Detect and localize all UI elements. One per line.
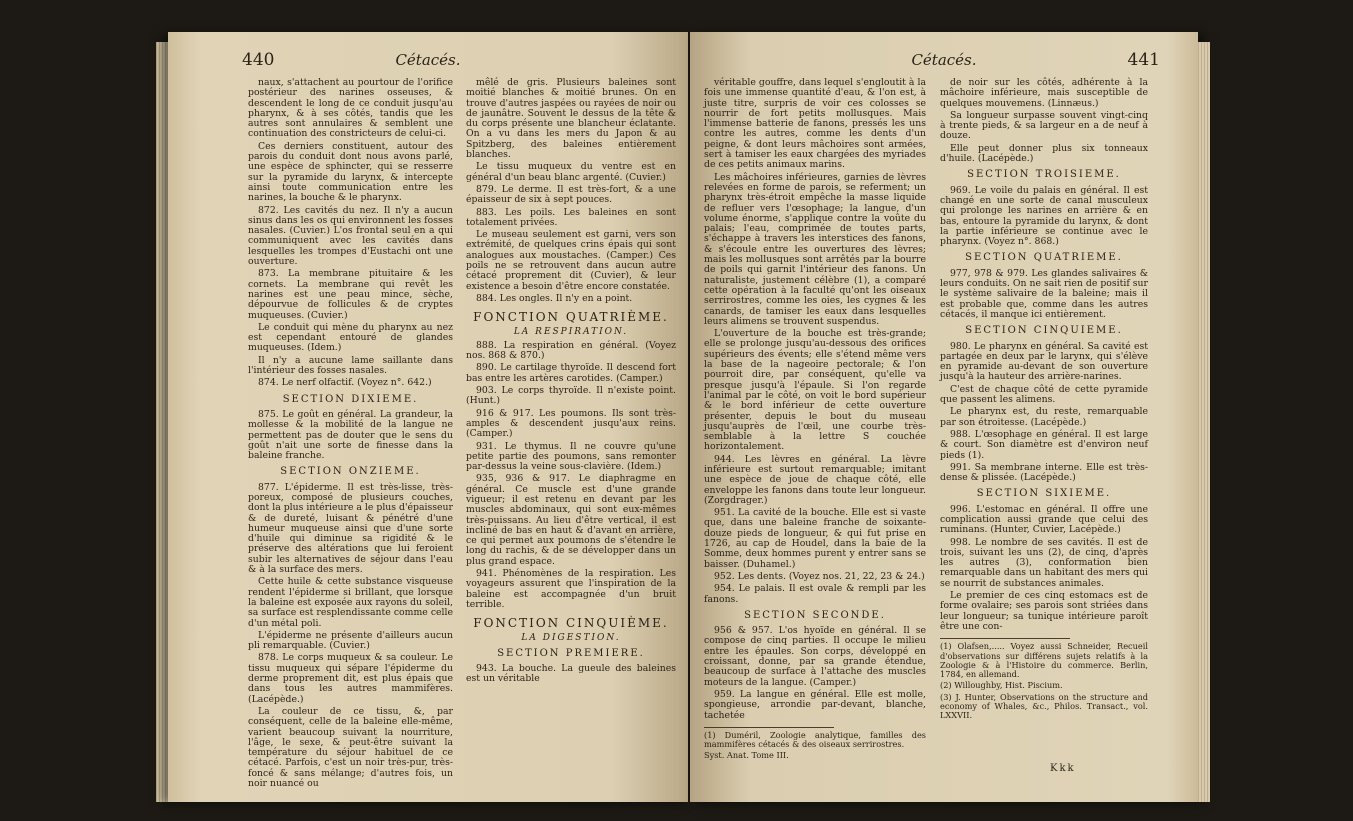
paragraph: 943. La bouche. La gueule des baleines est un véritable: [466, 663, 676, 685]
paragraph: Ces derniers constituent, autour des parois du conduit dont nous avons parlé, une espèce de sphincter, qui se resserre sur la pyramide du larynx, & intercepte ainsi toute communication entre les narines, la bouche & le pharynx.: [248, 140, 453, 204]
subheading: LA RESPIRATION.: [513, 326, 629, 337]
paragraph: 875. Le goût en général. La grandeur, la mollesse & la mobilité de la langue ne permettent pas de douter que le sens du goût n'ait une sorte de finesse dans la baleine franche.: [248, 408, 453, 462]
paragraph: 879. Le derme. Il est très-fort, & a une épaisseur de six à sept pouces.: [466, 183, 676, 206]
right-page-number: 441: [1127, 50, 1160, 70]
footnote: (1) Duméril, Zoologie analytique, familles des mammifères cétacés & des oiseaux serrirostres.: [704, 729, 926, 750]
paragraph: 998. Le nombre de ses cavités. Il est de trois, suivant les uns (2), de cinq, d'après les autres (3), conformation bien remarquable dans un habitant des mers qui se nourrit de substances animales.: [940, 536, 1148, 589]
section-heading: SECTION TROISIEME.: [967, 169, 1121, 181]
function-heading: FONCTION CINQUIÈME.: [473, 616, 669, 631]
paragraph: L'épiderme ne présente d'ailleurs aucun pli remarquable. (Cuvier.): [248, 629, 453, 652]
subheading: LA DIGESTION.: [521, 632, 621, 643]
paragraph: 916 & 917. Les poumons. Ils sont très-amples & descendent jusqu'aux reins. (Camper.): [466, 407, 676, 440]
function-heading: FONCTION QUATRIÈME.: [473, 310, 669, 325]
right-page-header: [690, 50, 1198, 74]
paragraph: 878. Le corps muqueux & sa couleur. Le tissu muqueux qui sépare l'épiderme du derme proprement dit, est plus épais que dans tous les autres mammifères. (Lacépède.): [248, 652, 453, 705]
right-page: [690, 32, 1198, 802]
paragraph: Le premier de ces cinq estomacs est de forme ovalaire; ses parois sont striées dans leur longueur; sa tunique intérieure paroît être une con-: [940, 590, 1148, 632]
open-book: [168, 32, 1198, 817]
paragraph: 888. La respiration en général. (Voyez nos. 868 & 870.): [466, 339, 676, 362]
left-page-number: 440: [242, 50, 275, 70]
paragraph: 872. Les cavités du nez. Il n'y a aucun sinus dans les os qui environnent les fosses nasales. (Cuvier.) L'os frontal seul en a qui communiquent avec les cavités dans lesquelles les trompes d'Eustachi ont une ouverture.: [248, 204, 454, 268]
section-heading: SECTION DIXIEME.: [282, 393, 419, 405]
footnote: (2) Willoughby, Hist. Piscium.: [940, 680, 1063, 691]
paragraph: 996. L'estomac en général. Il offre une complication aussi grande que celui des ruminans. (Hunter, Cuvier, Lacépède.): [940, 503, 1148, 536]
paragraph: de noir sur les côtés, adhérente à la mâchoire inférieure, mais susceptible de quelques mouvemens. (Linnæus.): [940, 77, 1148, 109]
paragraph: 969. Le voile du palais en général. Il est changé en une sorte de canal musculeux qui prolonge les narines en arrière & en bas, entoure la pyramide du larynx, & dont la partie inférieure se continue avec le pharynx. (Voyez n°. 868.): [940, 184, 1148, 248]
paragraph: Sa longueur surpasse souvent vingt-cinq à trente pieds, & sa largeur en a de neuf à douze.: [940, 109, 1148, 142]
paragraph: Le conduit qui mène du pharynx au nez est cependant entouré de glandes muqueuses. (Idem.): [248, 321, 453, 354]
paragraph: 954. Le palais. Il est ovale & rempli par les fanons.: [704, 583, 926, 605]
section-heading: SECTION PREMIERE.: [497, 647, 645, 659]
paragraph: 991. Sa membrane interne. Elle est très-dense & plissée. (Lacépède.): [940, 461, 1148, 484]
paragraph: 935, 936 & 917. Le diaphragme en général. Ce muscle est d'une grande vigueur; il est retenu en devant par les muscles abdominaux, qui sont eux-mêmes très-puissans. Au lieu d'être vertical, il est incliné de bas en haut & d'avant en arrière, ce qui permet aux poumons de s'étendre le long du rachis, & de se développer dans un plus grand espace.: [466, 473, 676, 567]
section-heading: SECTION QUATRIEME.: [965, 252, 1123, 264]
paragraph: C'est de chaque côté de cette pyramide que passent les alimens.: [940, 383, 1148, 406]
paragraph: La couleur de ce tissu, &, par conséquent, celle de la baleine elle-même, varient beaucoup suivant la nourriture, l'âge, le sexe, & peut-être suivant la température du séjour habituel de ce cétacé. Parfois, c'est un noir très-pur, très-foncé & sans mélange; d'autres fois, un noir nuancé ou: [248, 705, 453, 789]
footnote-rule: [940, 638, 1070, 639]
paragraph: 884. Les ongles. Il n'y en a point.: [476, 292, 633, 304]
paragraph: Cette huile & cette substance visqueuse rendent l'épiderme si brillant, que lorsque la baleine est exposée aux rayons du soleil, sa surface est resplendissante comme celle d'un métal poli.: [248, 576, 453, 629]
paragraph: mêlé de gris. Plusieurs baleines sont moitié blanches & moitié brunes. On en trouve d'autres jaspées ou rayées de noir ou de jaunâtre. Souvent le dessus de la tête & du corps présente une blancheur éclatante. On a vu dans les mers du Japon & au Spitzberg, des baleines entièrement blanches.: [466, 77, 676, 161]
section-heading: SECTION SIXIEME.: [976, 488, 1112, 500]
section-heading: SECTION SECONDE.: [744, 609, 886, 621]
left-page-header: [168, 50, 688, 74]
left-column-1: [248, 78, 453, 791]
paragraph: Le tissu muqueux du ventre est en général d'un beau blanc argenté. (Cuvier.): [466, 161, 676, 183]
footnote: (1) Olafsen,..... Voyez aussi Schneider, Recueil d'observations sur différens sujets relatifs à la Zoologie & à l'Histoire du commerce. Berlin, 1784, en allemand.: [940, 641, 1148, 680]
signature-mark: Kkk: [1050, 763, 1076, 774]
right-running-head: Cétacés.: [911, 51, 977, 69]
paragraph: Le museau seulement est garni, vers son extrémité, de quelques crins épais qui sont analogues aux moustaches. (Camper.) Ces poils ne se retrouvent dans aucun autre cétacé proprement dit (Cuvier), & leur existence a besoin d'être encore constatée.: [466, 229, 676, 292]
paragraph: 877. L'épiderme. Il est très-lisse, très-poreux, composé de plusieurs couches, dont la plus intérieure a le plus d'épaisseur & de dureté, luisant & pénétré d'une humeur muqueuse ainsi que d'une sorte d'huile qui diminue sa rigidité & le préserve des altérations que lui feroient subir les alternatives de séjour dans l'eau & à la surface des mers.: [248, 481, 453, 576]
paragraph: Les mâchoires inférieures, garnies de lèvres relevées en forme de parois, se referment; un pharynx très-étroit empêche la masse liquide de refluer vers l'œsophage; la langue, d'un volume énorme, s'applique contre la voûte du palais; l'eau, comprimée de toutes parts, s'échappe à travers les interstices des fanons, & s'écoule entre les ouvertures des lèvres; mais les mollusques sont arrêtés par la bourre de poils qui garnit l'intérieur des fanons. Un naturaliste, justement célèbre (1), a comparé cette opération à la faculté qu'ont les oiseaux serrirostres, comme les oies, les cygnes & les canards, de tamiser les eaux dans lesquelles leurs alimens se trouvent suspendus.: [704, 171, 926, 327]
right-column-1: [704, 78, 926, 763]
paragraph: 903. Le corps thyroïde. Il n'existe point. (Hunt.): [466, 385, 676, 407]
paragraph: 931. Le thymus. Il ne couvre qu'une petite partie des poumons, sans remonter par-dessus la veine sous-clavière. (Idem.): [466, 440, 676, 473]
paragraph: 944. Les lèvres en général. La lèvre inférieure est surtout remarquable; imitant une espèce de joue de chaque côté, elle enveloppe les fanons dans toute leur longueur. (Zorgdrager.): [704, 453, 926, 506]
left-column-2: [466, 78, 676, 687]
paragraph: 959. La langue en général. Elle est molle, spongieuse, arrondie par-devant, blanche, tachetée: [704, 688, 926, 721]
paragraph: 873. La membrane pituitaire & les cornets. La membrane qui revêt les narines est une peau mince, sèche, dépourvue de follicules & de cryptes muqueuses. (Cuvier.): [248, 268, 453, 321]
paragraph: 941. Phénomènes de la respiration. Les voyageurs assurent que l'inspiration de la baleine est accompagnée d'un bruit terrible.: [466, 568, 676, 610]
paragraph: 977, 978 & 979. Les glandes salivaires & leurs conduits. On ne sait rien de positif sur le système salivaire de la baleine; mais il est probable que, comme dans les autres cétacés, il manque ici entièrement.: [940, 267, 1148, 320]
left-running-head: Cétacés.: [395, 51, 461, 69]
section-heading: SECTION CINQUIEME.: [965, 325, 1123, 337]
paragraph: Il n'y a aucune lame saillante dans l'intérieur des fosses nasales.: [248, 354, 453, 377]
paragraph: 890. Le cartilage thyroïde. Il descend fort bas entre les artères carotides. (Camper.): [466, 362, 676, 384]
paragraph: L'ouverture de la bouche est très-grande; elle se prolonge jusqu'au-dessous des orifices supérieurs des évents; elle s'étend même vers la base de la nageoire pectorale; & l'on pourroit dire, par conséquent, qu'elle va presque jusqu'à l'épaule. Si l'on regarde l'animal par le côté, on voit le bord supérieur & le bord inférieur de cette ouverture présenter, depuis le bout du museau jusqu'auprès de l'œil, une courbe très-semblable à la lettre S couchée horizontalement.: [704, 328, 926, 453]
paragraph: 951. La cavité de la bouche. Elle est si vaste que, dans une baleine franche de soixante-douze pieds de longueur, & qui fut prise en 1726, au cap de Houdel, dans la baie de la Somme, deux hommes purent y entrer sans se baisser. (Duhamel.): [704, 507, 926, 570]
paragraph: Le pharynx est, du reste, remarquable par son étroitesse. (Lacépède.): [940, 406, 1148, 428]
paragraph: véritable gouffre, dans lequel s'engloutit à la fois une immense quantité d'eau, & l'on est, à juste titre, surpris de voir ces colosses se nourrir de fort petits mollusques. Mais l'immense batterie de fanons, pressés les uns contre les autres, comme les dents d'un peigne, & dont leurs mâchoires sont armées, sert à tamiser les eaux chargées des myriades de ces petits animaux marins.: [704, 77, 926, 171]
footnote: Syst. Anat. Tome III.: [704, 750, 789, 761]
footnote: (3) J. Hunter, Observations on the structure and economy of Whales, &c., Philos. Transact., vol. LXXVII.: [940, 691, 1148, 721]
paragraph: naux, s'attachent au pourtour de l'orifice postérieur des narines osseuses, & descendent le long de ce conduit jusqu'au pharynx, & à ses côtés, tandis que les autres sont annulaires & semblent une continuation des constricteurs de celui-ci.: [248, 77, 453, 140]
right-column-2: [940, 78, 1148, 723]
paragraph: 988. L'œsophage en général. Il est large & court. Son diamètre est d'environ neuf pieds (1).: [940, 428, 1148, 461]
paragraph: 956 & 957. L'os hyoïde en général. Il se compose de cinq parties. Il occupe le milieu entre les épaules. Son corps, développé en croissant, donne, par sa grande étendue, beaucoup de surface à l'attache des muscles moteurs de la langue. (Camper.): [704, 625, 926, 688]
left-page: [168, 32, 688, 802]
paragraph: 980. Le pharynx en général. Sa cavité est partagée en deux par le larynx, qui s'élève en pyramide au-devant de son ouverture jusqu'à la hauteur des arrière-narines.: [940, 340, 1148, 383]
section-heading: SECTION ONZIEME.: [280, 466, 421, 478]
footnote-rule: [704, 727, 834, 728]
page-edges-right: [1198, 42, 1210, 802]
paragraph: 883. Les poils. Les baleines en sont totalement privées.: [466, 206, 676, 228]
paragraph: 874. Le nerf olfactif. (Voyez n°. 642.): [258, 377, 432, 389]
paragraph: Elle peut donner plus six tonneaux d'huile. (Lacépède.): [940, 142, 1148, 165]
paragraph: 952. Les dents. (Voyez nos. 21, 22, 23 & 24.): [714, 570, 925, 582]
